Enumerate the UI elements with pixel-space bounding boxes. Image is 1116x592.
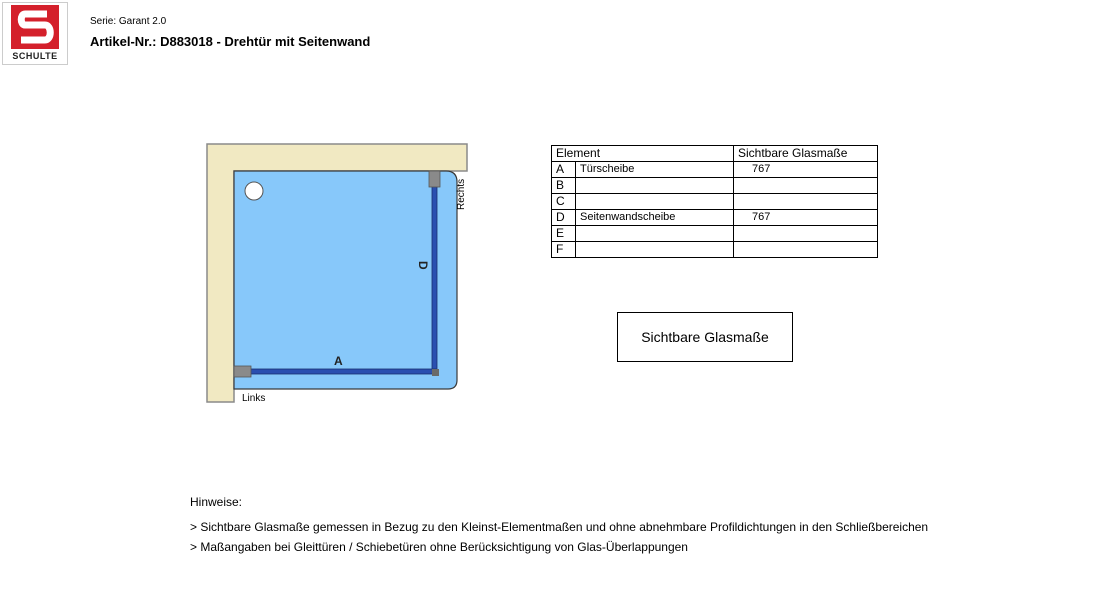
logo-text: SCHULTE: [12, 51, 58, 61]
row-element: [576, 194, 734, 210]
row-letter: D: [552, 210, 576, 226]
row-letter: B: [552, 178, 576, 194]
table-header-row: [552, 146, 878, 162]
table-row: [552, 226, 878, 242]
note-item: > Maßangaben bei Gleittüren / Schiebetüren ohne Berücksichtigung von Glas-Überlappungen: [190, 540, 688, 554]
row-size: 767: [734, 162, 878, 178]
glass-panel-d: [432, 185, 437, 373]
row-letter: A: [552, 162, 576, 178]
corner-joint: [432, 369, 439, 376]
shower-tray: [234, 171, 457, 389]
row-element: Türscheibe: [576, 162, 734, 178]
note-item: > Sichtbare Glasmaße gemessen in Bezug zu den Kleinst-Elementmaßen und ohne abnehmbare Profildichtungen in den Schließbereichen: [190, 520, 929, 534]
table-row: [552, 178, 878, 194]
row-letter: E: [552, 226, 576, 242]
row-element: [576, 242, 734, 258]
glass-panel-a: [250, 369, 436, 374]
row-size: [734, 242, 878, 258]
schulte-logo: [2, 2, 68, 65]
header-size: Sichtbare Glasmaße: [734, 146, 878, 162]
profile-top-right: [429, 171, 440, 187]
row-letter: F: [552, 242, 576, 258]
table-row: [552, 162, 878, 178]
row-element: [576, 226, 734, 242]
row-size: [734, 194, 878, 210]
table-row: [552, 194, 878, 210]
notes-title: Hinweise:: [190, 495, 243, 509]
row-size: 767: [734, 210, 878, 226]
glass-dimensions-table: [551, 145, 878, 258]
table-row: [552, 210, 878, 226]
article-title: Artikel-Nr.: D883018 - Drehtür mit Seitenwand: [90, 34, 371, 49]
profile-bottom-left: [234, 366, 251, 377]
label-d: D: [416, 261, 430, 270]
shower-floor-plan: [206, 143, 476, 405]
label-a: A: [334, 354, 343, 368]
label-left: Links: [242, 393, 266, 404]
legend-box: Sichtbare Glasmaße: [617, 312, 793, 362]
label-right: Rechts: [456, 178, 467, 210]
row-element: Seitenwandscheibe: [576, 210, 734, 226]
schulte-s-icon: [3, 3, 67, 51]
header-element: Element: [552, 146, 734, 162]
row-letter: C: [552, 194, 576, 210]
row-element: [576, 178, 734, 194]
row-size: [734, 178, 878, 194]
row-size: [734, 226, 878, 242]
series-label: Serie: Garant 2.0: [90, 16, 167, 27]
table-row: [552, 242, 878, 258]
drain-circle: [245, 182, 263, 200]
